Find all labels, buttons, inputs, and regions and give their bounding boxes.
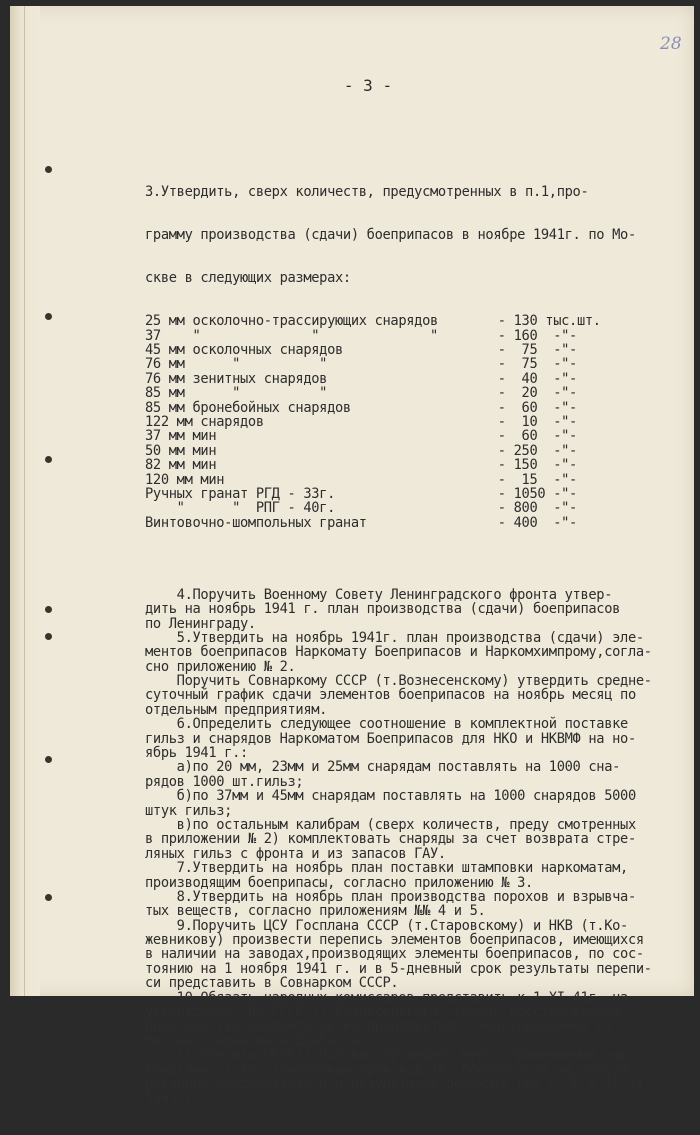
typed-body (145, 127, 652, 1135)
text-line: отдельным предприятиям. (145, 701, 328, 718)
munitions-item-qty: - 75 -"- (497, 356, 577, 373)
page-header: - 3 - (343, 76, 393, 95)
munitions-item-qty: - 400 -"- (497, 514, 577, 531)
text-line: 7.Утвердить на ноябрь план поставки штамповки наркоматам, (145, 860, 628, 877)
text-line: 8.Утвердить на ноябрь план производства порохов и взрывча- (145, 888, 636, 905)
text-line: тоянию на 1 ноября 1941 г. и в 5-дневный срок результаты перепи- (145, 960, 652, 977)
munitions-item (145, 372, 652, 386)
munitions-item-qty: - 10 -"- (497, 413, 577, 430)
text-line: сно приложению № 2. (145, 658, 296, 675)
text-line: Поручить Совнаркому СССР (т.Вознесенскому) утвердить средне- (145, 673, 652, 690)
munitions-item-qty: - 60 -"- (497, 399, 577, 416)
munitions-item-qty: - 150 -"- (497, 457, 577, 474)
text-line: 6.Определить следующее соотношение в комплектной поставке (145, 716, 628, 733)
munitions-item-name: 25 мм осколочно-трассирующих снарядов (145, 313, 438, 330)
text-line: гильз и снарядов Наркоматом Боеприпасов для НКО и НКВМФ на но- (145, 730, 636, 747)
munitions-item (145, 516, 652, 530)
binding-fold-line (24, 6, 25, 996)
text-line: в приложении № 2) комплектовать снаряды за счет возврата стре- (145, 831, 636, 848)
text-line: рядов 1000 шт.гильз; (145, 773, 304, 790)
paragraph (145, 1048, 652, 1106)
munitions-item-name: 37 мм мин (145, 428, 217, 445)
text-line: а)по 20 мм, 23мм и 25мм снарядам поставлять на 1000 сна- (145, 759, 621, 776)
munitions-item (145, 415, 652, 429)
paragraph (145, 717, 652, 861)
text-line: штук гильз; (145, 802, 233, 819)
munitions-item (145, 487, 652, 501)
munitions-item-name: 76 мм " " (145, 356, 328, 373)
paragraph (145, 631, 652, 674)
munitions-item-name: 37 " " " (145, 327, 438, 344)
text-line: 1941 г. (145, 1090, 201, 1107)
munitions-item-qty: - 250 -"- (497, 442, 577, 459)
munitions-item-name: 122 мм снарядов (145, 413, 264, 430)
text-line: тых веществ, согласно приложениям №№ 4 и 5. (145, 903, 486, 920)
text-line: ментов боеприпасов Наркомату Боеприпасов и Наркомхимпрому,согла- (145, 644, 652, 661)
paragraph (145, 861, 652, 890)
binding-hole (45, 456, 52, 463)
munitions-item (145, 401, 652, 415)
paragraphs (145, 588, 652, 1106)
binding-hole (45, 756, 52, 763)
text-line: суточный график сдачи элементов боеприпасов на ноябрь месяц по (145, 687, 636, 704)
text-line: 11.Обязать НКГК(т.Попова) проверить меры, принимаемые нар- (145, 1047, 636, 1064)
munitions-item-name: 85 мм " " (145, 385, 328, 402)
text-line: Москвы, Харькова и Донбасса. (145, 1032, 367, 1049)
text-line: производящим боеприпасы, согласно приложению № 3. (145, 874, 533, 891)
binding-hole (45, 633, 52, 640)
text-line: утверждение СНК СССР (т.Вознесенского) график восстановления (145, 1004, 621, 1021)
munitions-item (145, 429, 652, 443)
munitions-list (145, 314, 652, 530)
munitions-item (145, 458, 652, 472)
paragraph (145, 890, 652, 919)
text-line: 10.Обязать народных комиссаров представить к 1.XI-41г. на (145, 989, 628, 1006)
binding-hole (45, 894, 52, 901)
paragraph-3 (145, 156, 652, 559)
munitions-item (145, 501, 652, 515)
archive-page-number: 28 (660, 34, 682, 54)
munitions-item-name: 85 мм бронебойных снарядов (145, 399, 351, 416)
text-line: жевникову) произвести перепись элементов боеприпасов, имеющихся (145, 932, 644, 949)
text-line: ляных гильз с фронта и из запасов ГАУ. (145, 845, 446, 862)
munitions-item-name: 82 мм мин (145, 457, 217, 474)
munitions-item (145, 314, 652, 328)
munitions-item-qty: - 130 тыс.шт. (497, 313, 601, 330)
binding-hole (45, 166, 52, 173)
munitions-item-qty: - 15 -"- (497, 471, 577, 488)
text-line: в)по остальным калибрам (сверх количеств, преду смотренных (145, 816, 636, 833)
munitions-item-qty: - 40 -"- (497, 370, 577, 387)
munitions-item (145, 357, 652, 371)
munitions-item-qty: - 60 -"- (497, 428, 577, 445)
paragraph (145, 991, 652, 1049)
document-sheet (10, 6, 694, 1107)
paragraph (145, 919, 652, 991)
munitions-item (145, 343, 652, 357)
munitions-item-name: 50 мм мин (145, 442, 217, 459)
text-line: 9.Поручить ЦСУ Госплана СССР (т.Старовскому) и НКВ (т.Ко- (145, 917, 628, 934)
text-line: б)по 37мм и 45мм снарядам поставлять на 1000 снарядов 5000 (145, 788, 636, 805)
munitions-item-name: 45 мм осколочных снарядов (145, 342, 343, 359)
munitions-item (145, 386, 652, 400)
munitions-item-name: Ручных гранат РГД - 33г. (145, 485, 336, 502)
binding-fold (10, 6, 40, 996)
munitions-item-qty: - 800 -"- (497, 500, 577, 517)
munitions-item-qty: - 75 -"- (497, 342, 577, 359)
text-line: в наличии на заводах,производящих элементы боеприпасов, по сос- (145, 946, 644, 963)
binding-hole (45, 313, 52, 320)
text-line: производства боеприпасов на предприятиях, эвакуированных из (145, 1018, 613, 1035)
text-line: коматами, к восстановлению производства боеприпасов на эвакуи- (145, 1061, 636, 1078)
munitions-item (145, 473, 652, 487)
munitions-item-qty: - 1050 -"- (497, 485, 577, 502)
text-line: рованных предприятиях и о результатах доложить СНК СССР к 15.XI- (145, 1076, 652, 1092)
munitions-item (145, 329, 652, 343)
text-line: 5.Утвердить на ноябрь 1941г. план производства (сдачи) эле- (145, 629, 644, 646)
munitions-item (145, 444, 652, 458)
munitions-item-name: 76 мм зенитных снарядов (145, 370, 328, 387)
text-line: дить на ноябрь 1941 г. план производства (сдачи) боеприпасов (145, 601, 621, 618)
munitions-item-name: " " РПГ - 40г. (145, 500, 336, 517)
text-line: си представить в Совнарком СССР. (145, 975, 399, 992)
munitions-item-qty: - 20 -"- (497, 385, 577, 402)
text-line: по Ленинграду. (145, 615, 256, 632)
paragraph (145, 674, 652, 717)
text-line: 4.Поручить Военному Совету Ленинградского фронта утвер- (145, 586, 613, 603)
text-line: 3.Утвердить, сверх количеств, предусмотренных в п.1,про- (145, 183, 589, 200)
munitions-item-name: 120 мм мин (145, 471, 225, 488)
munitions-item-name: Винтовочно-шомпольных гранат (145, 514, 367, 531)
text-line: ябрь 1941 г.: (145, 745, 248, 762)
binding-hole (45, 606, 52, 613)
munitions-item-qty: - 160 -"- (497, 327, 577, 344)
paragraph (145, 588, 652, 631)
text-line: грамму производства (сдачи) боеприпасов в ноябре 1941г. по Мо- (145, 226, 636, 243)
text-line: скве в следующих размерах: (145, 270, 351, 287)
